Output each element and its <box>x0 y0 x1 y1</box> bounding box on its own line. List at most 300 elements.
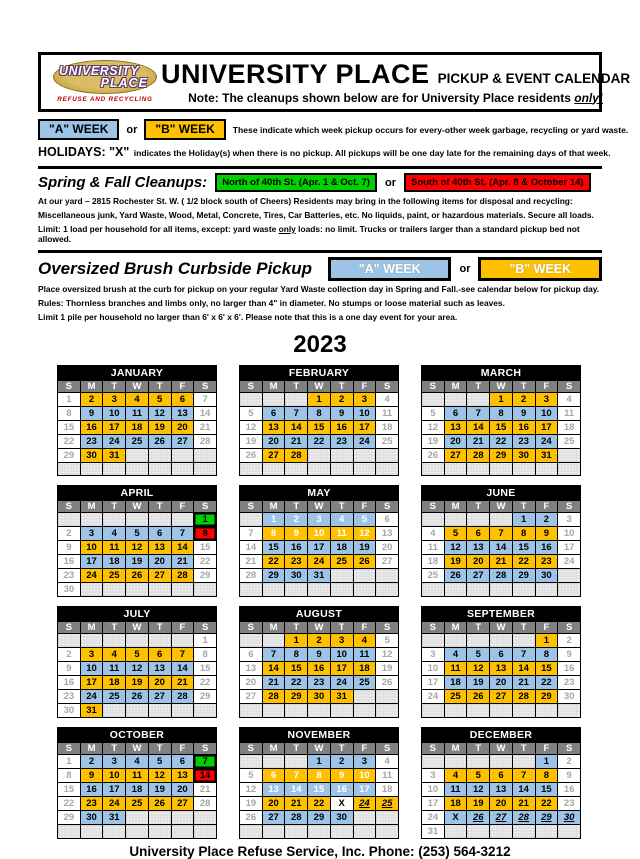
day-header: S <box>240 500 263 512</box>
day-header: T <box>103 500 126 512</box>
day-cell <box>171 582 194 596</box>
day-cell <box>262 754 285 768</box>
day-cell: 2 <box>308 633 331 647</box>
day-cell: 1 <box>58 392 81 406</box>
day-cell: 17 <box>422 675 445 689</box>
day-cell: 5 <box>467 647 490 661</box>
day-cell: 12 <box>240 420 263 434</box>
day-cell: 1 <box>535 633 558 647</box>
day-header: S <box>240 621 263 633</box>
day-cell: 20 <box>444 434 467 448</box>
day-header: T <box>148 742 171 754</box>
month-october <box>57 727 217 839</box>
day-cell: 4 <box>376 754 399 768</box>
day-cell: 31 <box>103 448 126 462</box>
day-cell <box>103 703 126 717</box>
day-cell: 27 <box>376 554 399 568</box>
day-cell: 21 <box>285 796 308 810</box>
day-cell: 25 <box>103 568 126 582</box>
day-cell: 16 <box>58 675 81 689</box>
day-cell: 6 <box>444 406 467 420</box>
day-cell: 14 <box>512 782 535 796</box>
day-cell: 3 <box>80 647 103 661</box>
day-cell: 1 <box>490 392 513 406</box>
day-cell <box>444 633 467 647</box>
day-cell: 29 <box>535 690 558 704</box>
day-cell: 9 <box>558 647 581 661</box>
header <box>38 52 631 112</box>
day-cell: 7 <box>285 768 308 782</box>
day-cell <box>148 582 171 596</box>
brush-section <box>38 257 602 323</box>
day-cell: 26 <box>353 554 376 568</box>
day-header: S <box>194 742 217 754</box>
day-cell: 6 <box>376 512 399 526</box>
day-cell <box>240 633 263 647</box>
week-legend <box>38 119 629 140</box>
day-cell <box>126 825 149 838</box>
day-cell: 20 <box>262 796 285 810</box>
day-cell <box>148 448 171 462</box>
day-cell <box>285 825 308 838</box>
day-header: T <box>467 380 490 392</box>
day-cell: 20 <box>490 675 513 689</box>
day-cell: 8 <box>308 768 331 782</box>
day-cell: 6 <box>467 526 490 540</box>
day-cell: 10 <box>422 661 445 675</box>
day-header: T <box>285 621 308 633</box>
day-cell: 27 <box>490 810 513 824</box>
day-cell: 17 <box>353 420 376 434</box>
holidays-label: HOLIDAYS: "X" <box>38 145 130 159</box>
day-cell: 18 <box>103 554 126 568</box>
day-header: W <box>490 500 513 512</box>
day-header: S <box>58 742 81 754</box>
day-cell: 16 <box>512 420 535 434</box>
month-title: NOVEMBER <box>240 727 399 742</box>
day-cell: 21 <box>194 782 217 796</box>
or-label: or <box>459 262 471 275</box>
day-header: S <box>194 500 217 512</box>
footer-contact: University Place Refuse Service, Inc. Phone: (253) 564-3212 <box>129 843 511 859</box>
day-cell: 10 <box>353 406 376 420</box>
day-cell: 8 <box>58 406 81 420</box>
day-header: T <box>330 742 353 754</box>
day-cell: 15 <box>490 420 513 434</box>
day-cell <box>444 512 467 526</box>
day-cell: 25 <box>330 554 353 568</box>
month-title: SEPTEMBER <box>422 606 581 621</box>
day-cell: 24 <box>80 689 103 703</box>
day-cell: 17 <box>558 540 581 554</box>
day-cell <box>376 704 399 717</box>
day-cell: 5 <box>353 512 376 526</box>
day-cell: 26 <box>376 675 399 689</box>
day-cell <box>444 392 467 406</box>
day-cell: 27 <box>467 569 490 583</box>
day-header: S <box>422 742 445 754</box>
or-label: or <box>384 176 396 189</box>
day-cell: 18 <box>353 661 376 675</box>
day-cell: 1 <box>512 512 535 526</box>
day-cell: 3 <box>308 512 331 526</box>
cleanups-line3 <box>38 224 602 245</box>
day-cell <box>490 512 513 526</box>
day-cell <box>376 690 399 704</box>
month-title: JUNE <box>422 485 581 500</box>
day-cell: 13 <box>467 540 490 554</box>
day-cell: 4 <box>103 647 126 661</box>
day-header: T <box>103 742 126 754</box>
day-cell: 9 <box>58 661 81 675</box>
day-cell: 5 <box>148 392 171 406</box>
day-cell <box>80 512 103 526</box>
day-cell <box>330 704 353 717</box>
day-cell: 31 <box>422 824 445 838</box>
day-cell: 27 <box>240 690 263 704</box>
day-cell: 9 <box>80 768 103 782</box>
day-cell <box>194 448 217 462</box>
day-header: W <box>308 380 331 392</box>
day-header: T <box>103 621 126 633</box>
day-cell: 22 <box>58 796 81 810</box>
day-cell <box>558 824 581 838</box>
day-cell: 25 <box>126 434 149 448</box>
day-cell: 2 <box>330 392 353 406</box>
brush-b-week-badge: "B" WEEK <box>478 257 602 281</box>
day-header: T <box>330 500 353 512</box>
day-cell: 3 <box>103 392 126 406</box>
day-cell: 4 <box>126 392 149 406</box>
day-cell: 22 <box>490 434 513 448</box>
day-header: T <box>285 742 308 754</box>
day-cell: 9 <box>330 406 353 420</box>
day-cell: 8 <box>535 647 558 661</box>
day-cell: 14 <box>240 540 263 554</box>
day-cell: 30 <box>558 810 581 824</box>
day-cell: 13 <box>171 406 194 420</box>
day-cell: 30 <box>308 690 331 704</box>
day-cell: 18 <box>422 554 445 568</box>
day-cell: 13 <box>148 661 171 675</box>
day-cell: 27 <box>262 811 285 825</box>
day-cell: 16 <box>308 661 331 675</box>
day-cell <box>308 704 331 717</box>
day-cell <box>490 704 513 717</box>
day-cell: 13 <box>490 661 513 675</box>
day-cell: 27 <box>171 434 194 448</box>
day-cell: 19 <box>240 796 263 810</box>
day-header: M <box>80 742 103 754</box>
day-cell <box>490 754 513 768</box>
day-cell: 14 <box>467 420 490 434</box>
day-cell: 8 <box>262 526 285 540</box>
day-cell: 10 <box>80 540 103 554</box>
day-cell <box>103 582 126 596</box>
day-cell: 3 <box>353 754 376 768</box>
day-cell: 11 <box>444 661 467 675</box>
day-header: T <box>285 500 308 512</box>
day-cell: 11 <box>444 782 467 796</box>
day-header: T <box>467 742 490 754</box>
day-cell <box>308 825 331 838</box>
day-cell: 8 <box>194 526 217 540</box>
day-header: T <box>512 742 535 754</box>
day-cell: 11 <box>103 661 126 675</box>
day-cell: 26 <box>240 448 263 462</box>
day-cell <box>330 462 353 475</box>
day-cell: 2 <box>512 392 535 406</box>
day-header: S <box>558 380 581 392</box>
day-cell: 31 <box>308 569 331 583</box>
day-cell <box>467 583 490 596</box>
week-legend-text: These indicate which week pickup occurs for every-other week garbage, recycling or yard waste. <box>232 124 629 135</box>
day-cell <box>467 392 490 406</box>
day-cell <box>330 448 353 462</box>
day-cell <box>240 462 263 475</box>
day-header: S <box>558 621 581 633</box>
holidays-note <box>38 143 611 161</box>
day-cell: 1 <box>285 633 308 647</box>
brush-line3: Limit 1 pile per household no larger than 6' x 6' x 6'. Please note that this is a one day event for your area. <box>38 312 458 322</box>
day-cell <box>353 704 376 717</box>
day-cell: 15 <box>535 782 558 796</box>
day-header: S <box>558 742 581 754</box>
day-header: M <box>80 380 103 392</box>
day-cell: 27 <box>444 448 467 462</box>
day-cell <box>80 825 103 838</box>
day-cell: 2 <box>80 392 103 406</box>
day-cell: 28 <box>171 568 194 582</box>
day-cell: 18 <box>558 420 581 434</box>
day-cell: 23 <box>512 434 535 448</box>
day-cell <box>353 462 376 475</box>
day-cell <box>58 825 81 838</box>
day-cell <box>535 704 558 717</box>
day-cell: 7 <box>240 526 263 540</box>
day-header: F <box>171 500 194 512</box>
day-cell: 24 <box>535 434 558 448</box>
day-cell <box>194 825 217 838</box>
day-cell: 21 <box>171 554 194 568</box>
day-cell: 3 <box>80 526 103 540</box>
day-cell: 27 <box>490 690 513 704</box>
day-cell <box>262 392 285 406</box>
day-cell: 19 <box>376 661 399 675</box>
day-cell: 15 <box>58 420 81 434</box>
day-cell: 21 <box>467 434 490 448</box>
day-cell: 17 <box>422 796 445 810</box>
day-cell <box>262 583 285 596</box>
day-cell: 24 <box>422 690 445 704</box>
day-cell: 12 <box>353 526 376 540</box>
day-cell <box>80 462 103 475</box>
day-cell: 8 <box>535 768 558 782</box>
day-header: S <box>194 621 217 633</box>
day-header: F <box>353 380 376 392</box>
day-cell: 30 <box>58 582 81 596</box>
day-cell <box>376 448 399 462</box>
divider <box>38 166 602 169</box>
day-cell: 3 <box>558 512 581 526</box>
day-cell: 21 <box>512 796 535 810</box>
day-cell: 25 <box>376 796 399 810</box>
day-cell: 13 <box>376 526 399 540</box>
day-cell <box>376 811 399 825</box>
day-cell <box>558 583 581 596</box>
day-cell: 23 <box>285 554 308 568</box>
day-cell: 21 <box>171 675 194 689</box>
day-cell: 3 <box>422 768 445 782</box>
day-cell <box>444 754 467 768</box>
day-cell: 7 <box>512 768 535 782</box>
month-title: APRIL <box>58 485 217 500</box>
day-cell: 11 <box>126 768 149 782</box>
day-cell: 7 <box>194 754 217 768</box>
day-cell: 7 <box>467 406 490 420</box>
day-cell: 19 <box>467 796 490 810</box>
day-header: S <box>422 380 445 392</box>
day-header: F <box>171 621 194 633</box>
day-cell <box>194 811 217 825</box>
day-cell <box>171 512 194 526</box>
day-header: T <box>148 500 171 512</box>
residents-note <box>161 91 630 105</box>
logo-oval <box>53 60 157 94</box>
day-cell: 13 <box>444 420 467 434</box>
b-week-badge: "B" WEEK <box>144 119 225 140</box>
logo-tagline: REFUSE AND RECYCLING <box>57 96 153 103</box>
day-cell: 12 <box>422 420 445 434</box>
day-cell <box>194 462 217 475</box>
day-cell <box>422 583 445 596</box>
day-header: W <box>490 621 513 633</box>
cleanups-line2: Miscellaneous junk, Yard Waste, Wood, Metal, Concrete, Tires, Car Batteries, etc. No liquids, paint, or hazardous materials. Secure all loads. <box>38 209 594 220</box>
day-cell <box>148 703 171 717</box>
day-header: F <box>353 621 376 633</box>
day-cell: 15 <box>194 540 217 554</box>
day-cell <box>490 583 513 596</box>
day-header: T <box>285 380 308 392</box>
day-cell: 7 <box>512 647 535 661</box>
day-cell <box>558 569 581 583</box>
day-header: S <box>422 621 445 633</box>
day-cell: 7 <box>262 647 285 661</box>
day-cell <box>80 582 103 596</box>
day-cell: 16 <box>80 782 103 796</box>
day-cell <box>558 448 581 462</box>
day-cell: 4 <box>330 512 353 526</box>
day-header: M <box>444 621 467 633</box>
day-cell: 16 <box>58 554 81 568</box>
day-cell: 30 <box>80 448 103 462</box>
day-cell: 23 <box>58 568 81 582</box>
day-cell: 16 <box>80 420 103 434</box>
day-cell <box>353 825 376 838</box>
day-cell <box>467 462 490 475</box>
day-cell <box>353 811 376 825</box>
day-cell: 20 <box>148 554 171 568</box>
day-header: T <box>330 380 353 392</box>
day-header: F <box>535 380 558 392</box>
day-header: W <box>126 380 149 392</box>
cleanups-line1: At our yard – 2815 Rochester St. W. ( 1/2 block south of Cheers) Residents may bring in the following items for disposal and recycling: <box>38 195 573 206</box>
day-cell <box>512 704 535 717</box>
day-cell <box>422 462 445 475</box>
day-cell <box>467 824 490 838</box>
day-cell: 5 <box>467 768 490 782</box>
day-header: F <box>171 380 194 392</box>
day-cell: 20 <box>148 675 171 689</box>
university-place-logo <box>49 60 161 103</box>
day-cell <box>126 462 149 475</box>
day-cell: 30 <box>285 569 308 583</box>
day-cell: 17 <box>103 782 126 796</box>
day-cell: 6 <box>490 768 513 782</box>
day-cell <box>194 703 217 717</box>
day-cell <box>240 392 263 406</box>
day-cell: 11 <box>376 768 399 782</box>
day-cell: 23 <box>80 796 103 810</box>
day-header: T <box>512 500 535 512</box>
day-cell: 4 <box>422 526 445 540</box>
cleanups-line3-post: loads: no limit. Trucks or trailers larger than a standard pickup bed not allowed. <box>38 223 580 244</box>
day-cell: 13 <box>171 768 194 782</box>
day-cell: 15 <box>58 782 81 796</box>
day-cell: 1 <box>194 633 217 647</box>
day-cell <box>240 512 263 526</box>
day-cell <box>240 825 263 838</box>
day-cell <box>376 569 399 583</box>
day-cell: 22 <box>512 554 535 568</box>
day-cell: 18 <box>103 675 126 689</box>
day-cell: 30 <box>80 811 103 825</box>
day-header: M <box>262 621 285 633</box>
day-cell: 16 <box>330 420 353 434</box>
day-cell: 9 <box>80 406 103 420</box>
day-cell: 25 <box>376 434 399 448</box>
day-cell <box>262 633 285 647</box>
day-cell: 14 <box>285 782 308 796</box>
day-cell: 10 <box>535 406 558 420</box>
day-cell: 1 <box>308 754 331 768</box>
day-cell <box>171 811 194 825</box>
day-cell: 17 <box>330 661 353 675</box>
day-cell: 15 <box>308 420 331 434</box>
day-header: S <box>558 500 581 512</box>
day-cell: 29 <box>262 569 285 583</box>
day-cell: 14 <box>171 661 194 675</box>
month-title: DECEMBER <box>422 727 581 742</box>
day-cell: 2 <box>535 512 558 526</box>
day-header: W <box>308 742 331 754</box>
day-cell <box>444 824 467 838</box>
day-cell: 15 <box>194 661 217 675</box>
day-header: M <box>444 500 467 512</box>
day-cell <box>58 633 81 647</box>
day-cell <box>490 462 513 475</box>
day-cell: 19 <box>353 540 376 554</box>
day-cell: 3 <box>422 647 445 661</box>
cleanups-section <box>38 173 602 245</box>
day-cell: 19 <box>126 554 149 568</box>
day-cell: 13 <box>262 420 285 434</box>
day-cell <box>126 512 149 526</box>
day-cell: 17 <box>353 782 376 796</box>
month-august <box>239 606 399 718</box>
day-cell: 10 <box>558 526 581 540</box>
day-cell: 14 <box>262 661 285 675</box>
